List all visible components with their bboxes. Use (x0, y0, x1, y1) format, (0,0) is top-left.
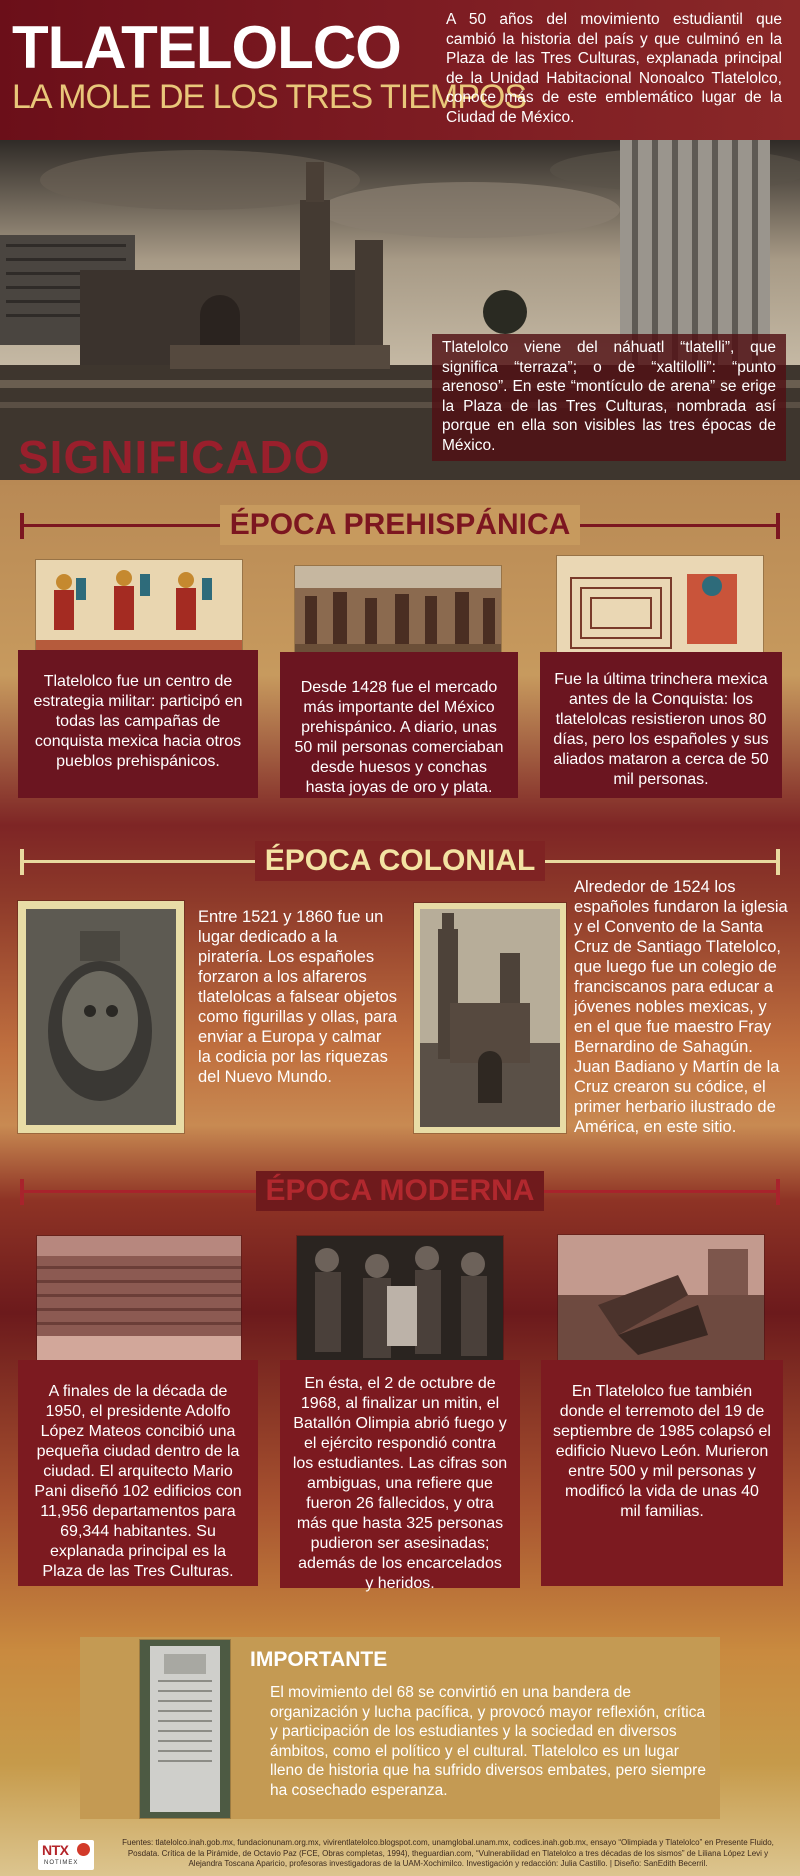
section-heading-prehispanica (20, 505, 780, 545)
market-image (295, 566, 501, 658)
codex-warriors-image (36, 560, 242, 654)
intro-text: A 50 años del movimiento estudiantil que cambió la historia del país y que culminó en la Plaza de las Tres Culturas, explanada principal de la Unidad Habitacional Nonoalco Tlatelolco, conoce más de este emblemático lugar de la Ciudad de México. (446, 11, 782, 126)
moderna-card-1 (18, 1360, 258, 1586)
logo-circle-icon (77, 1843, 90, 1856)
card-text: Desde 1428 fue el mercado más importante del México prehispánico. A diario, unas 50 mil personas comerciaban desde huesos y conchas hasta joyas de oro y plata. (294, 679, 504, 796)
significado-label: SIGNIFICADO (18, 431, 331, 480)
importante-title: IMPORTANTE (250, 1648, 388, 1671)
convent-drawing (414, 903, 566, 1133)
stela-photo (140, 1640, 230, 1818)
card-text: En Tlatelolco fue también donde el terremoto del 19 de septiembre de 1985 colapsó el edificio Nuevo León. Murieron entre 500 y mil personas y modificó la vida de unas 40 mil familias. (553, 1383, 771, 1520)
section-title: ÉPOCA COLONIAL (255, 841, 546, 881)
section-heading-moderna (20, 1171, 780, 1211)
header (0, 0, 800, 140)
card-text: En ésta, el 2 de octubre de 1968, al finalizar un mitin, el Batallón Olimpia abrió fuego y el ejército respondió contra los estudiantes. Las cifras son ambiguas, una refiere que fueron 26 fallecidos, y otra más que hasta 325 personas pudieron ser asesinadas; además de los encarcelados y heridos. (292, 1375, 508, 1592)
codex-temple-image (557, 556, 763, 660)
prehispanica-card-1 (18, 650, 258, 798)
significado-text: Tlatelolco viene del náhuatl “tlatelli”, que significa “terraza”; o de “xaltilolli”: “punto arenoso”. En este “montículo de arena” se erige la Plaza de las Tres Culturas, nombrada así porque en ella son visibles las tres épocas de México. (442, 339, 776, 454)
section-title: ÉPOCA MODERNA (256, 1171, 545, 1211)
hero-photo (0, 140, 800, 480)
clay-vessel-image (18, 901, 184, 1133)
buildings-photo (37, 1236, 241, 1364)
prehispanica-card-3 (540, 652, 782, 798)
card-text: A finales de la década de 1950, el presidente Adolfo López Mateos concibió una pequeña ciudad dentro de la ciudad. El arquitecto Mario Pani diseñó 102 edificios con 11,956 departamentos para 69,344 habitantes. Su explanada principal es la Plaza de las Tres Culturas. (34, 1383, 242, 1580)
earthquake-collapse-image (558, 1235, 764, 1363)
colonial-right-text: Alrededor de 1524 los españoles fundaron la iglesia y el Convento de la Santa Cruz de Santiago Tlatelolco, que luego fue un colegio de franciscanos para educar a jóvenes nobles mexicas, y en el que fue maestro Fray Bernardino de Sahagún. Juan Badiano y Martín de la Cruz crearon su códice, el primer herbario ilustrado de América, en este sitio. (574, 878, 788, 1136)
vessel-drawing (18, 901, 184, 1133)
importante-text: El movimiento del 68 se convirtió en una bandera de organización y lucha pacífica, y provocó mayor reflexión, crítica y participación de los estudiantes y la sociedad en diversos ámbitos, como el político y el cultural. Tlatelolco es un lugar lleno de historia que ha sufrido diversos embates, pero siempre ha cosechado esperanza. (270, 1684, 706, 1799)
colonial-left-text: Entre 1521 y 1860 fue un lugar dedicado a la piratería. Los españoles forzaron a los alfareros tlatelolcas a falsear objetos como figurillas y ollas, para enviar a Europa y calmar la codicia por las riquezas del Nuevo Mundo. (198, 908, 398, 1086)
prehispanica-card-2 (280, 652, 518, 798)
convent-image (414, 903, 566, 1133)
card-text: Fue la última trinchera mexica antes de la Conquista: los tlatelolcas resistieron unos 80 días, pero los españoles y sus aliados mataron a cerca de 50 mil personas. (553, 671, 769, 788)
moderna-card-2 (280, 1360, 520, 1592)
warriors-drawing (36, 560, 242, 654)
sources-credits: Fuentes: tlatelolco.inah.gob.mx, fundacionunam.org.mx, vivirentlatelolco.blogspot.com, unamglobal.unam.mx, codices.inah.gob.mx, ensayo “Olimpiada y Tlatelolco” en Presente Fluido, Posdata. Crítica de la Pirámide, de Octavio Paz (FCE, Obras completas, 1994), theguardian.com, “Vulnerabilidad en Tlatelolco a tres décadas de los sismos” de Liliana López Levi y Alejandra Toscana Aparicio, profesoras investigadoras de la UAM-Xochimilco. Investigación y redacción: Julia Castillo. | Diseño: SanEdith Becerril. (122, 1838, 774, 1868)
temple-codex-drawing (557, 556, 763, 660)
housing-complex-image (37, 1236, 241, 1364)
moderna-card-3 (541, 1360, 783, 1586)
1968-protest-image (297, 1236, 503, 1364)
section-heading-colonial (20, 841, 780, 881)
logo-subtext: NOTIMEX (44, 1860, 79, 1866)
section-title: ÉPOCA PREHISPÁNICA (220, 505, 581, 545)
card-text: Tlatelolco fue un centro de estrategia militar: participó en todas las campañas de conquista mexica hacia otros pueblos prehispánicos. (33, 673, 243, 770)
protest-photo (297, 1236, 503, 1364)
significado-box (432, 334, 786, 461)
collapsed-building-photo (558, 1235, 764, 1363)
memorial-stela-image (140, 1640, 230, 1818)
market-scene (295, 566, 501, 658)
page-subtitle: LA MOLE DE LOS TRES TIEMPOS (12, 78, 527, 116)
notimex-logo (38, 1840, 94, 1870)
logo-text: NTX (42, 1842, 69, 1858)
page-title: TLATELOLCO (12, 14, 401, 81)
